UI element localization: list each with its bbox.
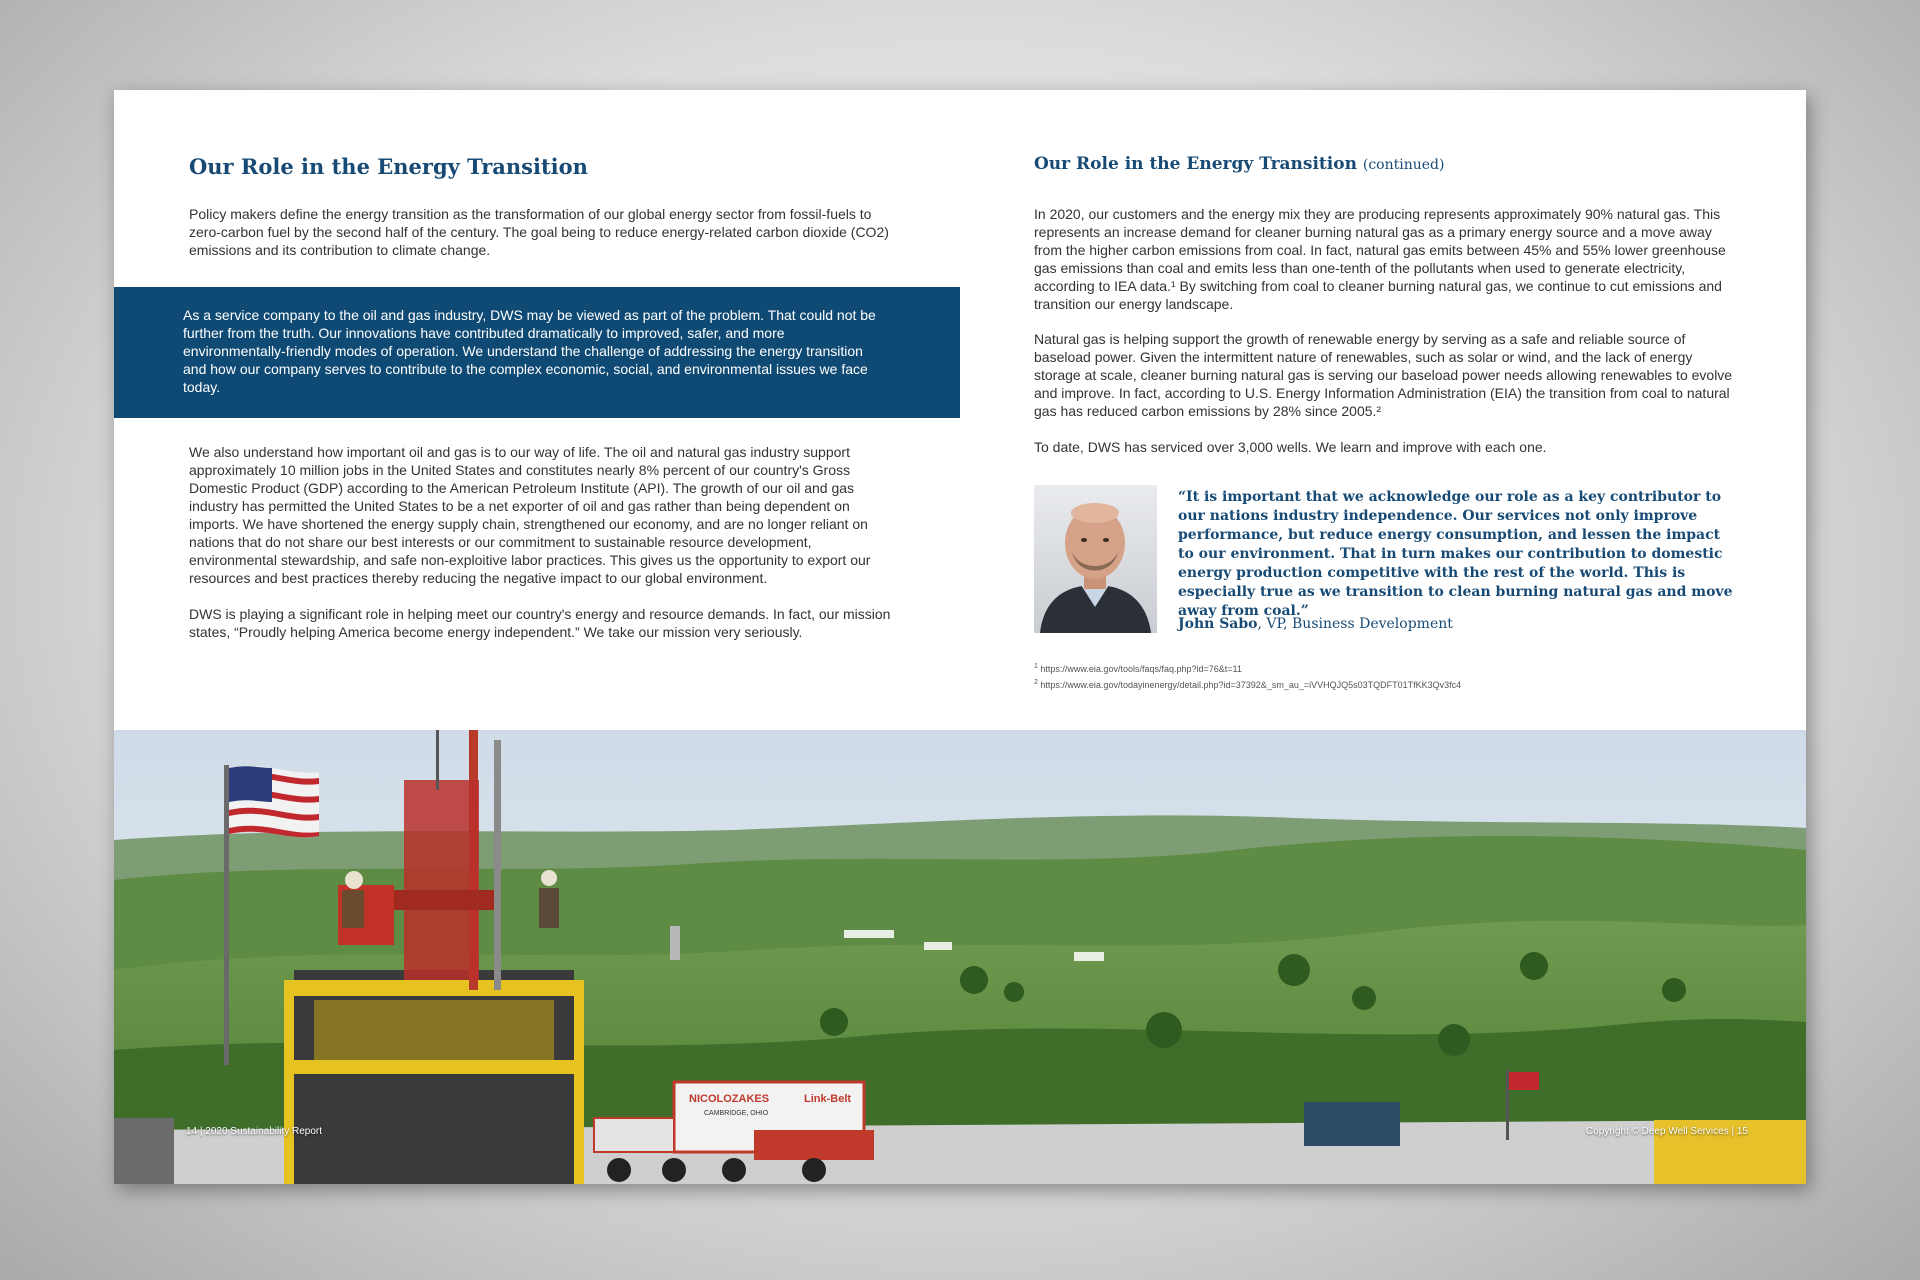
- body-paragraph-3: In 2020, our customers and the energy mix they are producing represents approximately 90% natural gas. This represents an increase demand for cleaner burning natural gas as a primary energy source and a move away from the higher carbon emissions from coal. In fact, natural gas emits between 45% and 55% lower greenhouse gas emissions than coal and emits less than one-tenth of the pollutants when used to generate electricity, according to IEA data.¹ By switching from coal to cleaner burning natural gas, we continue to cut emissions and transition our energy landscape.: [1034, 206, 1726, 312]
- body-paragraph-5: To date, DWS has serviced over 3,000 wells. We learn and improve with each one.: [1034, 439, 1547, 455]
- highlight-text: As a service company to the oil and gas industry, DWS may be viewed as part of the problem. That could not be further from the truth. Our innovations have contributed dramatically to improved, safer, and more environmentally-friendly modes of operation. We understand the challenge of addressing the energy transition and how our company serves to contribute to the complex economic, social, and environmental issues we face today.: [183, 307, 876, 395]
- footnote-2: [1034, 679, 1461, 690]
- body-paragraph-2: DWS is playing a significant role in helping meet our country's energy and resource demands. In fact, our mission states, “Proudly helping America become energy independent.” We take our mission very seriously.: [189, 606, 891, 640]
- page-footer-right: Copyright © Deep Well Services | 15: [1585, 1126, 1748, 1137]
- crane-brand: NICOLOZAKES: [689, 1093, 770, 1105]
- body-paragraph-4: Natural gas is helping support the growth of renewable energy by serving as a safe and reliable source of baseload power. Given the intermittent nature of renewables, such as solar or wind, and the lack of energy storage at scale, cleaner burning natural gas is serving our baseload power needs allowing renewables to evolve and improve. In fact, according to U.S. Energy Information Administration (EIA) the transition from coal to natural gas has reduced carbon emissions by 28% since 2005.²: [1034, 331, 1733, 419]
- crane-city: CAMBRIDGE, OHIO: [704, 1110, 769, 1117]
- title-text: Our Role in the Energy Transition: [1034, 154, 1357, 174]
- crane-maker: Link-Belt: [804, 1093, 852, 1105]
- footnote-2-mark: 2: [1034, 679, 1038, 686]
- footnote-1: [1034, 663, 1242, 674]
- footnote-1-link[interactable]: https://www.eia.gov/tools/faqs/faq.php?id=76&t=11: [1037, 664, 1242, 674]
- pull-quote: “It is important that we acknowledge our role as a key contributor to our nations industry independence. Our services not only improve performance, but reduce energy consumption, and lessen the impact to our environment. That in turn makes our contribution to domestic energy production competitive with the rest of the world. This is especially true as we transition to clean burning natural gas and move away from coal.”: [1178, 489, 1733, 619]
- quote-author: John Sabo: [1178, 616, 1258, 632]
- highlight-band: [114, 287, 960, 418]
- intro-paragraph: Policy makers define the energy transition as the transformation of our global energy sector from fossil-fuels to zero-carbon fuel by the second half of the century. The goal being to reduce energy-related carbon dioxide (CO2) emissions and its contribution to climate change.: [189, 206, 889, 258]
- quote-attribution: [1178, 616, 1453, 632]
- right-page: [960, 90, 1806, 730]
- page-title: Our Role in the Energy Transition: [189, 154, 588, 179]
- quote-author-title: , VP, Business Development: [1257, 616, 1453, 632]
- portrait-photo: [1034, 485, 1157, 633]
- left-page: [114, 90, 960, 730]
- oil-rig-landscape-photo: [114, 730, 1806, 1184]
- quote-block: [1034, 485, 1734, 635]
- page-footer-left: 14 | 2020 Sustainability Report: [186, 1126, 323, 1137]
- footnote-1-mark: 1: [1034, 663, 1038, 670]
- footnote-2-link[interactable]: https://www.eia.gov/todayinenergy/detail.php?id=37392&_sm_au_=iVVHQJQ5s03TQDFT01TfKK3Qv3fc4: [1037, 680, 1462, 690]
- body-paragraph-1: We also understand how important oil and gas is to our way of life. The oil and natural gas industry support approximately 10 million jobs in the United States and constitutes nearly 8% percent of our country's Gross Domestic Product (GDP) according to the American Petroleum Institute (API). The growth of our oil and gas industry has permitted the United States to be a net exporter of oil and gas rather than being dependent on imports. We have shortened the energy supply chain, strengthened our economy, and are no longer reliant on nations that do not share our best interests or our commitment to sustainable resource development, environmental stewardship, and safe non-exploitive labor practices. This gives us the opportunity to export our resources and best practices thereby reducing the negative impact to our global environment.: [189, 444, 871, 586]
- brochure-spread: [114, 90, 1806, 1184]
- continued-label: (continued): [1362, 157, 1445, 173]
- page-title-continued: [1034, 154, 1444, 174]
